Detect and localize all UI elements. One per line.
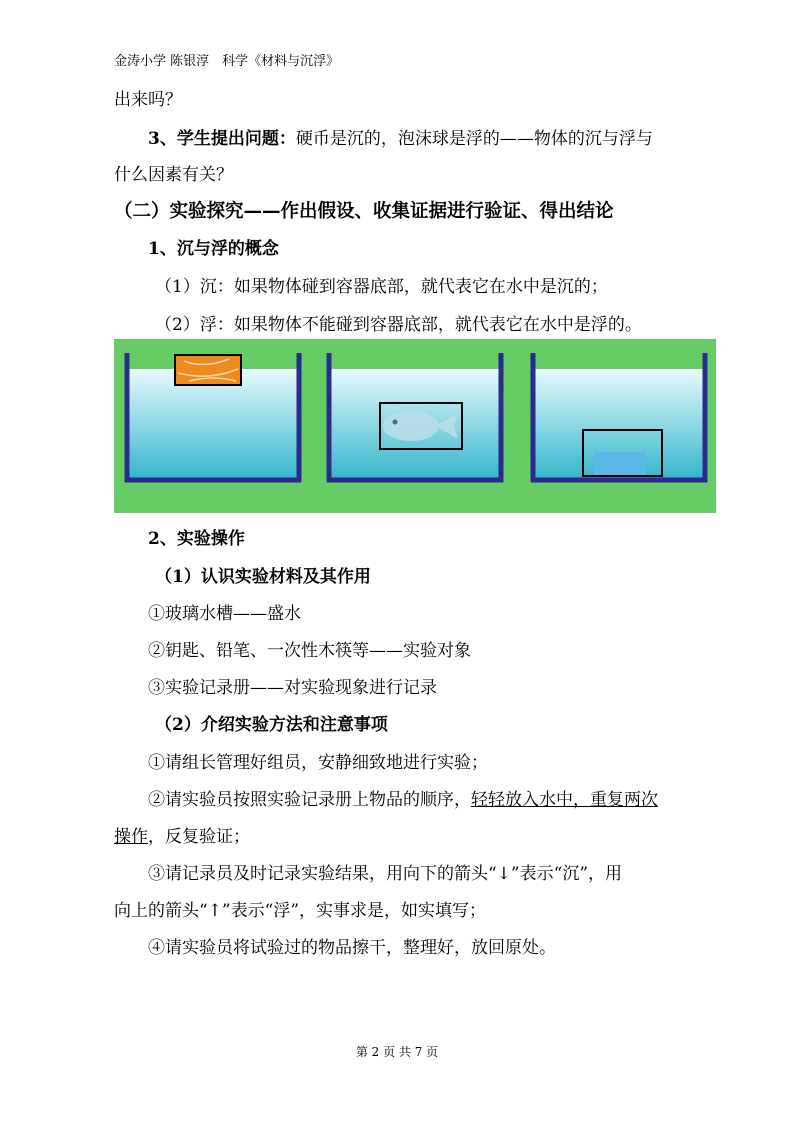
sunk-block-icon: [594, 452, 646, 476]
list-item: ③实验记录册——对实验现象进行记录: [148, 678, 437, 698]
item-heading: （2）介绍实验方法和注意事项: [155, 715, 388, 735]
section-heading: （二）实验探究——作出假设、收集证据进行验证、得出结论: [114, 201, 614, 222]
subsection-heading: 2、实验操作: [148, 529, 245, 549]
question-label: 3、学生提出问题：: [148, 129, 296, 149]
page-header: 金涛小学 陈银淳 科学《材料与沉浮》: [114, 54, 340, 69]
subsection-heading: 1、沉与浮的概念: [148, 239, 279, 259]
tank-suspended-fish: [329, 353, 501, 480]
question-text: 硬币是沉的，泡沫球是浮的——物体的沉与浮与: [295, 129, 653, 149]
list-item: ④请实验员将试验过的物品擦干，整理好，放回原处。: [148, 938, 556, 958]
item-heading: （1）认识实验材料及其作用: [155, 567, 371, 587]
underlined-text: 操作: [114, 827, 148, 847]
list-item: [148, 789, 658, 811]
list-item-text: ，反复验证；: [148, 827, 250, 847]
list-item: ①请组长管理好组员，安静细致地进行实验；: [148, 753, 488, 773]
tank-floating-wood: [127, 353, 299, 480]
text-line: 出来吗？: [114, 90, 182, 110]
list-item: ②钥匙、铅笔、一次性木筷等——实验对象: [148, 641, 471, 661]
tank-sunk-block: [533, 353, 705, 480]
page-footer: 第 2 页 共 7 页: [355, 1045, 439, 1059]
list-item: ③请记录员及时记录实验结果，用向下的箭头“↓”表示“沉”，用: [148, 864, 623, 884]
definition-float: （2）浮：如果物体不能碰到容器底部，就代表它在水中是浮的。: [155, 315, 642, 335]
list-item-continued: [114, 826, 250, 848]
definition-sink: （1）沉：如果物体碰到容器底部，就代表它在水中是沉的；: [155, 277, 608, 297]
sink-float-illustration: [114, 339, 716, 513]
list-item: ①玻璃水槽——盛水: [148, 604, 301, 624]
list-item-text: ②请实验员按照实验记录册上物品的顺序，: [148, 790, 471, 810]
list-item-continued: 向上的箭头“↑”表示“浮”，实事求是，如实填写；: [114, 901, 487, 921]
question-line: [148, 128, 653, 150]
underlined-text: 轻轻放入水中，重复两次: [471, 790, 658, 810]
text-line: 什么因素有关？: [114, 165, 233, 185]
